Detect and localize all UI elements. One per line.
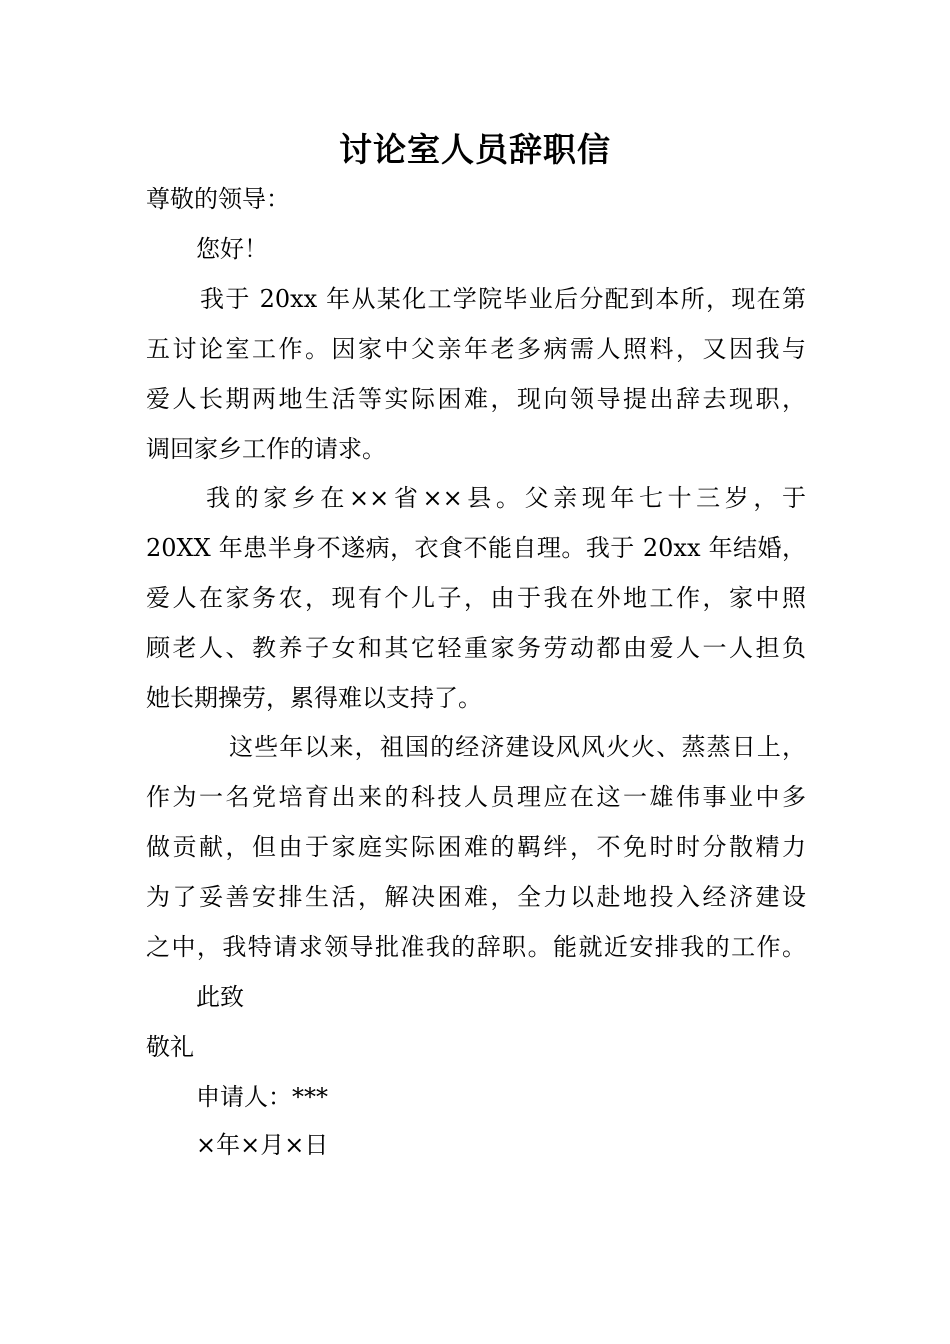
closing-jingli: 敬礼: [146, 1033, 194, 1061]
applicant-signature: 申请人：***: [196, 1083, 328, 1111]
paragraph3-line3: 做贡献，但由于家庭实际困难的羁绊，不免时时分散精力: [146, 833, 806, 861]
paragraph3-line1: 这些年以来，祖国的经济建设风风火火、蒸蒸日上，: [229, 733, 806, 761]
paragraph1-line2: 五讨论室工作。因家中父亲年老多病需人照料，又因我与: [146, 335, 806, 363]
letter-date: ×年×月×日: [196, 1131, 329, 1159]
paragraph1-line1: 我于 20xx 年从某化工学院毕业后分配到本所，现在第: [200, 285, 806, 313]
paragraph1-line3: 爱人长期两地生活等实际困难，现向领导提出辞去现职，: [146, 385, 806, 413]
page-title: 讨论室人员辞职信: [339, 130, 611, 169]
salutation: 尊敬的领导：: [146, 185, 290, 213]
paragraph2-line1: 我的家乡在××省××县。父亲现年七十三岁，于: [206, 484, 806, 512]
paragraph2-line4: 顾老人、教养子女和其它轻重家务劳动都由爱人一人担负: [146, 634, 806, 662]
paragraph3-line5: 之中，我特请求领导批准我的辞职。能就近安排我的工作。: [146, 933, 806, 961]
paragraph2-line2: 20XX 年患半身不遂病，衣食不能自理。我于 20xx 年结婚，: [146, 534, 806, 562]
paragraph2-line5: 她长期操劳，累得难以支持了。: [146, 684, 482, 712]
paragraph3-line4: 为了妥善安排生活，解决困难，全力以赴地投入经济建设: [146, 883, 806, 911]
closing-cizhi: 此致: [196, 983, 244, 1011]
greeting: 您好！: [196, 235, 268, 263]
paragraph3-line2: 作为一名党培育出来的科技人员理应在这一雄伟事业中多: [146, 783, 806, 811]
paragraph2-line3: 爱人在家务农，现有个儿子，由于我在外地工作，家中照: [146, 584, 806, 612]
paragraph1-line4: 调回家乡工作的请求。: [146, 435, 386, 463]
